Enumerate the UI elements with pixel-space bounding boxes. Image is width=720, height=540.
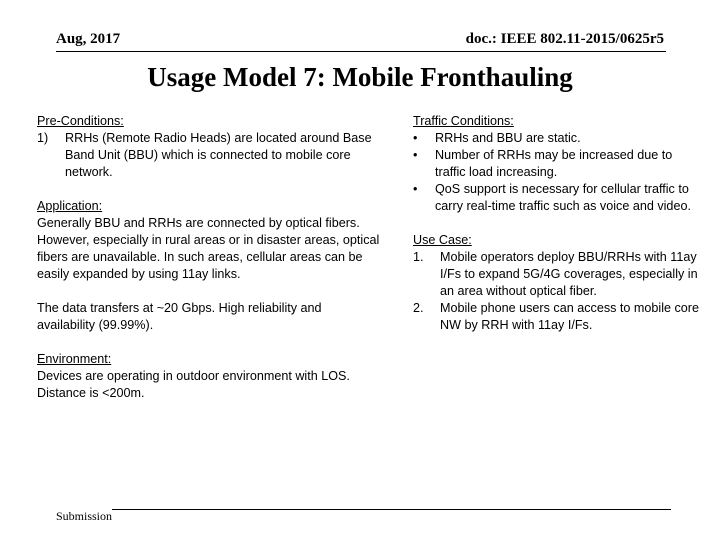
right-column	[413, 113, 703, 334]
list-item-text: Mobile phone users can access to mobile core NW by RRH with 11ay I/Fs.	[440, 301, 700, 332]
header-date: Aug, 2017	[56, 31, 121, 47]
bullet-icon: •	[413, 131, 418, 145]
list-item-text: RRHs and BBU are static.	[435, 131, 581, 145]
bullet-icon: •	[413, 182, 418, 196]
header-doc-id: doc.: IEEE 802.11-2015/0625r5	[465, 31, 664, 47]
preconditions-heading: Pre-Conditions:	[37, 114, 124, 128]
list-marker: 1)	[37, 131, 49, 145]
list-marker: 1.	[413, 250, 424, 264]
traffic-conditions-heading: Traffic Conditions:	[413, 114, 514, 128]
bullet-icon: •	[413, 148, 418, 162]
list-item-text: QoS support is necessary for cellular traffic to carry real-time traffic such as voice and video.	[435, 182, 691, 213]
environment-text: Devices are operating in outdoor environment with LOS. Distance is <200m.	[37, 369, 350, 400]
list-item	[413, 181, 703, 215]
slide-title: Usage Model 7: Mobile Fronthauling	[147, 62, 573, 92]
list-item-text: Number of RRHs may be increased due to traffic load increasing.	[435, 148, 673, 179]
list-item	[37, 130, 382, 181]
list-item	[413, 249, 703, 300]
data-transfer-text: The data transfers at ~20 Gbps. High reliability and availability (99.99%).	[37, 301, 322, 332]
list-item	[413, 130, 703, 147]
list-marker: 2.	[413, 301, 424, 315]
header-rule	[56, 51, 666, 52]
list-item	[413, 147, 703, 181]
environment-heading: Environment:	[37, 352, 112, 366]
list-item	[413, 300, 703, 334]
list-item-text: RRHs (Remote Radio Heads) are located around Base Band Unit (BBU) which is connected to mobile core network.	[65, 131, 372, 179]
application-heading: Application:	[37, 199, 103, 213]
footer-rule	[112, 509, 671, 510]
application-text: Generally BBU and RRHs are connected by optical fibers. However, especially in rural areas or in disaster areas, optical fibers are unavailable. In such areas, cellular areas can be easily expanded by using 11ay links.	[37, 216, 380, 281]
footer-submission-label: Submission	[56, 509, 113, 523]
list-item-text: Mobile operators deploy BBU/RRHs with 11ay I/Fs to expand 5G/4G coverages, especially in an area without optical fiber.	[440, 250, 698, 298]
use-case-heading: Use Case:	[413, 233, 472, 247]
left-column	[37, 113, 382, 402]
